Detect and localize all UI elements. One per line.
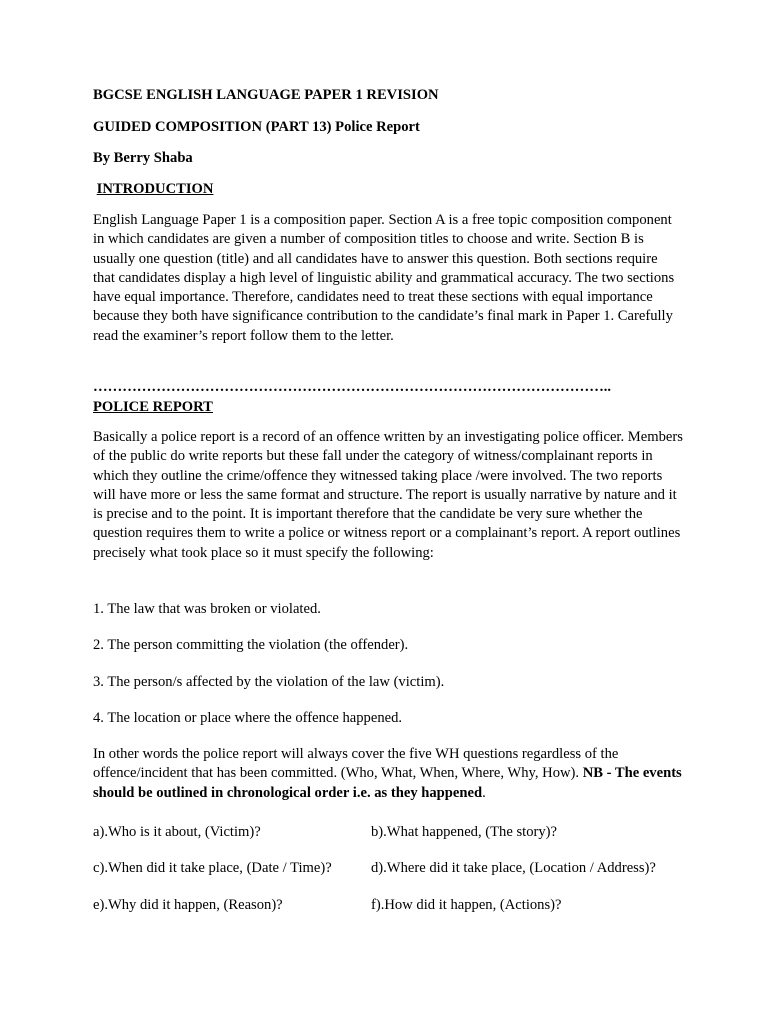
closing-note-bold: NB - The events should be outlined in chronological order i.e. as they happened — [93, 765, 682, 801]
list-item: 3. The person/s affected by the violation of the law (victim). — [93, 674, 445, 690]
question-row — [93, 859, 693, 879]
document-subtitle: GUIDED COMPOSITION (PART 13) Police Report — [93, 119, 420, 135]
list-item: 2. The person committing the violation (the offender). — [93, 637, 409, 653]
police-report-paragraph: Basically a police report is a record of an offence written by an investigating police officer. Members of the public do write reports but these fall under the category of witness/complainant reports in which they outline the crime/offence they witnessed taking place /were involved. The two reports will have more or less the same format and structure. The report is usually narrative by nature and it is precise and to the point. It is important therefore that the candidate be very sure whether the question requires them to write a police or witness report or a complainant’s report. A report outlines precisely what took place so it must specify the following: — [93, 429, 683, 561]
question-row — [93, 896, 693, 916]
police-report-heading: POLICE REPORT — [93, 399, 213, 415]
question-item: f).How did it happen, (Actions)? — [371, 897, 562, 913]
closing-paragraph — [93, 745, 683, 803]
question-item: d).Where did it take place, (Location / Address)? — [371, 860, 656, 876]
introduction-heading-text: INTRODUCTION — [96, 181, 214, 197]
question-item: a).Who is it about, (Victim)? — [93, 824, 261, 840]
question-item: c).When did it take place, (Date / Time)? — [93, 860, 332, 876]
question-item: e).Why did it happen, (Reason)? — [93, 897, 283, 913]
document-title: BGCSE ENGLISH LANGUAGE PAPER 1 REVISION — [93, 87, 439, 103]
section-separator: …………………………………………………………………………………………….. — [93, 379, 612, 395]
document-author: By Berry Shaba — [93, 150, 193, 166]
question-item: b).What happened, (The story)? — [371, 824, 557, 840]
introduction-paragraph: English Language Paper 1 is a composition paper. Section A is a free topic composition component in which candidates are given a number of composition titles to choose and write. Section B is usually one question (title) and all candidates have to answer this question. Both sections require that candidates display a high level of linguistic ability and grammatical accuracy. The two sections have equal importance. Therefore, candidates need to treat these sections with equal importance because they both have significance contribution to the candidate’s final mark in Paper 1. Carefully read the examiner’s report follow them to the letter. — [93, 212, 675, 344]
list-item: 1. The law that was broken or violated. — [93, 601, 321, 617]
question-row — [93, 823, 693, 843]
closing-text: In other words the police report will always cover the five WH questions regardless of the offence/incident that has been committed. (Who, What, When, Where, Why, How). — [93, 746, 619, 782]
introduction-heading — [93, 180, 683, 199]
closing-end: . — [482, 784, 486, 801]
list-item: 4. The location or place where the offence happened. — [93, 710, 403, 726]
